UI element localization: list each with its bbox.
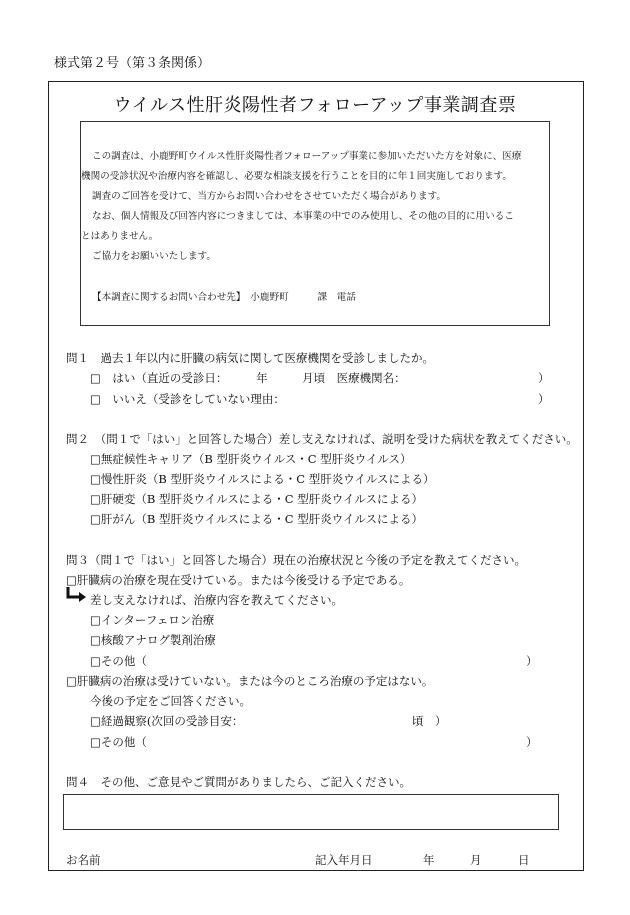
- date-year-label: 年: [423, 853, 435, 867]
- comments-field[interactable]: [63, 794, 559, 830]
- q3-option-nucleotide-analog[interactable]: □核酸アナログ製剤治療: [90, 633, 216, 647]
- q3-option-treating[interactable]: □肝臓病の治療を現在受けている。または今後受ける予定である。: [66, 573, 411, 587]
- question-4: 問４ その他、ご意見やご質問がありましたら、ご記入ください。: [66, 775, 411, 789]
- question-1: 問１ 過去１年以内に肝臓の病気に関して医療機関を受診しましたか。: [66, 351, 434, 365]
- q3-option-treatment-other[interactable]: □その他（: [90, 654, 147, 668]
- name-label: お名前: [66, 853, 101, 867]
- date-day-label: 日: [518, 853, 530, 867]
- notice-box: [80, 121, 550, 326]
- form-number-label: 様式第２号（第３条関係）: [54, 56, 211, 71]
- q1-option-yes[interactable]: □ はい（直近の受診日： 年 月頃 医療機関名：: [90, 371, 406, 385]
- contact-info: 【本調査に関するお問い合わせ先】 小鹿野町 課 電話: [92, 292, 356, 303]
- date-month-label: 月: [470, 853, 482, 867]
- q3-option-not-treating[interactable]: □肝臓病の治療は受けていない。または今のところ治療の予定はない。: [66, 674, 434, 688]
- q1-option-no[interactable]: □ いいえ（受診をしていない理由：: [90, 392, 285, 406]
- question-3: 問３（問１で「はい」と回答した場合）現在の治療状況と今後の予定を教えてください。: [66, 553, 526, 567]
- q2-option-liver-cancer[interactable]: □肝がん（B 型肝炎ウイルスによる・C 型肝炎ウイルスによる）: [90, 512, 424, 526]
- notice-line-4: なお、個人情報及び回答内容につきましては、本事業の中でのみ使用し、その他の目的に用いるこ: [92, 211, 514, 222]
- q1-yes-close: ）: [538, 371, 550, 385]
- q3-treatment-other-close: ）: [526, 654, 538, 668]
- date-label: 記入年月日: [315, 853, 373, 867]
- q3-follow-up-suffix: 頃 ）: [412, 714, 447, 728]
- q3-treatment-prompt: 差し支えなければ、治療内容を教えてください。: [90, 593, 343, 607]
- q2-option-chronic-hepatitis[interactable]: □慢性肝炎（B 型肝炎ウイルスによる・C 型肝炎ウイルスによる）: [90, 472, 435, 486]
- q3-plan-prompt: 今後の予定をご回答ください。: [90, 694, 251, 708]
- question-2: 問２ （問１で「はい」と回答した場合）差し支えなければ、説明を受けた病状を教えてください。: [66, 432, 578, 446]
- q3-plan-other-close: ）: [526, 735, 538, 749]
- q1-no-close: ）: [538, 392, 550, 406]
- q2-option-carrier[interactable]: □無症候性キャリア（B 型肝炎ウイルス・C 型肝炎ウイルス）: [90, 452, 412, 466]
- q2-option-cirrhosis[interactable]: □肝硬変（B 型肝炎ウイルスによる・C 型肝炎ウイルスによる）: [90, 492, 424, 506]
- notice-line-2: 機関の受診状況や治療内容を確認し、必要な相談支援を行うことを目的に年１回実施しております。: [81, 171, 512, 182]
- page-title: ウイルス性肝炎陽性者フォローアップ事業調査票: [113, 95, 517, 116]
- q3-option-interferon[interactable]: □インターフェロン治療: [90, 613, 215, 627]
- arrow-right-icon: [66, 586, 88, 602]
- notice-line-1: この調査は、小鹿野町ウイルス性肝炎陽性者フォローアップ事業に参加いただいた方を対象に、医療: [92, 151, 522, 162]
- notice-line-6: ご協力をお願いいたします。: [92, 251, 216, 262]
- notice-line-5: とはありません。: [81, 231, 159, 242]
- q3-option-follow-up[interactable]: □経過観察(次回の受診目安：: [90, 714, 244, 728]
- notice-line-3: 調査のご回答を受けて、当方からお問い合わせをさせていただく場合があります。: [92, 191, 447, 202]
- q3-option-plan-other[interactable]: □その他（: [90, 735, 147, 749]
